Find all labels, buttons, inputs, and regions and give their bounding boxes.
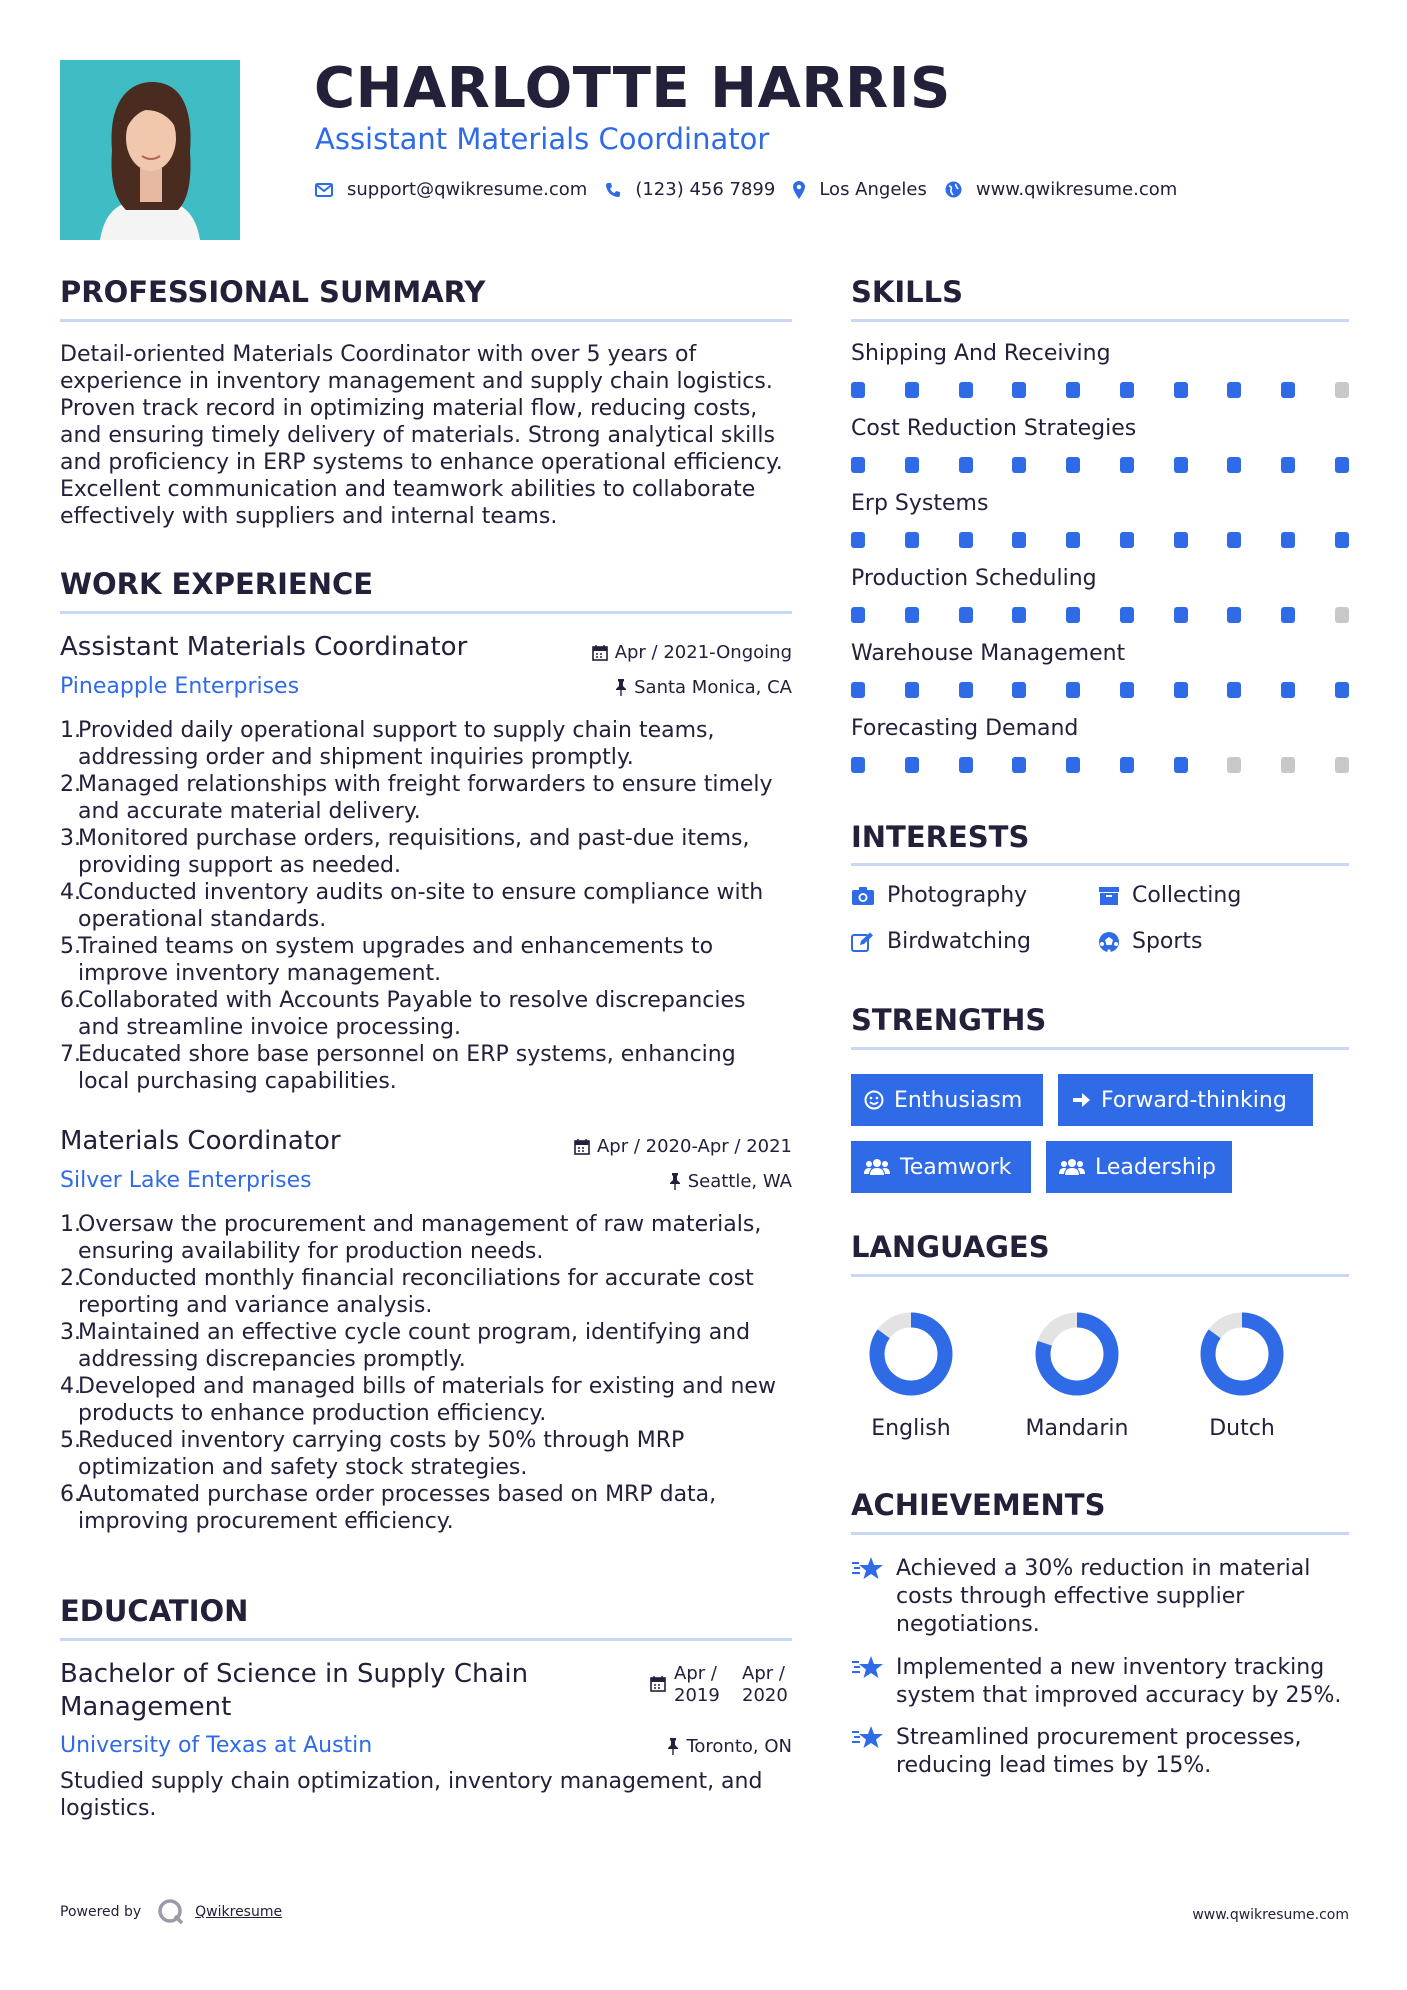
strengths-divider [851,1047,1349,1050]
skill-name: Shipping And Receiving [851,341,1111,366]
education-description: Studied supply chain optimization, inventory management, and logistics. [60,1769,763,1821]
map-pin-icon [793,181,805,199]
strength-tag: Enthusiasm [851,1074,1043,1126]
skill-name: Production Scheduling [851,566,1097,591]
education-location-text: Toronto, ON [686,1736,792,1757]
skill-dot [905,382,919,398]
job-location [669,1171,792,1192]
candidate-name: CHARLOTTE HARRIS [314,56,951,121]
skill-dot [1227,757,1241,773]
skill-rating [851,607,1349,623]
education-entry [60,1658,792,1838]
language-item [1182,1310,1302,1441]
experience-heading: WORK EXPERIENCE [60,567,374,601]
interests-heading: INTERESTS [851,820,1030,854]
skill-dot [1174,532,1188,548]
education-start: Apr / 2019 [674,1663,720,1706]
soccer-ball-icon [1098,931,1120,953]
skill-dot [959,607,973,623]
contact-website[interactable] [945,179,1177,200]
skill-rating [851,682,1349,698]
job-dates-text: Apr / 2021-Ongoing [614,642,792,663]
list-item: 4. Conducted inventory audits on-site to ensure compliance with operational standards. [60,880,764,932]
users-icon [1059,1157,1085,1177]
education-heading: EDUCATION [60,1594,249,1628]
footer-powered [60,1898,282,1926]
skill-dot [1227,607,1241,623]
job-location-text: Seattle, WA [687,1171,792,1192]
language-item [1017,1310,1137,1441]
list-item: 4. Developed and managed bills of materials for existing and new products to enhance production efficiency. [60,1374,776,1426]
job-title: Materials Coordinator [60,1126,341,1156]
skill-dot [905,607,919,623]
phone-icon [605,182,621,198]
achievement-item: Streamlined procurement processes, reducing lead times by 15%. [851,1724,1349,1784]
skill-dot [1335,682,1349,698]
skill-dot [1174,682,1188,698]
interest-item: Sports [1098,929,1203,954]
powered-by-label: Powered by [60,1904,142,1920]
contact-row [315,179,1195,200]
job-title: Assistant Materials Coordinator [60,632,468,662]
users-icon [864,1157,890,1177]
qwikresume-logo-icon [157,1898,185,1926]
languages-heading: LANGUAGES [851,1230,1050,1264]
skill-dot [905,682,919,698]
interest-item: Collecting [1098,883,1241,908]
skill-rating [851,532,1349,548]
skill-dot [959,457,973,473]
skill-dot [1335,382,1349,398]
list-item: 3. Maintained an effective cycle count program, identifying and addressing discrepancies promptly. [60,1320,751,1372]
strength-tag: Forward-thinking [1058,1074,1313,1126]
skill-rating [851,382,1349,398]
education-dates [650,1663,792,1707]
skill-dot [1174,757,1188,773]
skills-list [851,341,1349,781]
contact-email-text: support@qwikresume.com [347,179,588,200]
summary-text: Detail-oriented Materials Coordinator with over 5 years of experience in inventory management and supply chain logistics. Proven track record in optimizing material flow, reducing costs, and ensuring timely delivery of materials. Strong analytical skills and proficiency in ERP systems to enhance operational efficiency. Excellent communication and teamwork abilities to collaborate effectively with suppliers and internal teams. [60,342,783,529]
job-bullets [60,1211,792,1535]
pushpin-icon [669,1173,681,1190]
contact-phone[interactable] [605,179,775,200]
skill-dot [1012,757,1026,773]
pushpin-icon [667,1738,679,1755]
skills-divider [851,319,1349,322]
experience-divider [60,611,792,614]
list-item: 7. Educated shore base personnel on ERP systems, enhancing local purchasing capabilities. [60,1042,736,1094]
skill-dot [1120,457,1134,473]
skill-rating [851,457,1349,473]
interests-divider [851,863,1349,866]
skill-dot [1281,532,1295,548]
job-location-text: Santa Monica, CA [634,677,792,698]
strength-tag: Teamwork [851,1141,1031,1193]
skill-dot [1174,382,1188,398]
summary-heading: PROFESSIONAL SUMMARY [60,275,486,309]
skill-rating [851,757,1349,773]
job-bullets [60,717,792,1095]
language-ring [1033,1310,1121,1398]
skill-dot [1066,757,1080,773]
skill-name: Warehouse Management [851,641,1126,666]
skill-dot [1281,682,1295,698]
edit-icon [851,932,875,952]
skill-dot [1281,457,1295,473]
envelope-icon [315,183,333,197]
list-item: 6. Collaborated with Accounts Payable to resolve discrepancies and streamline invoice processing. [60,988,746,1040]
job-dates-text: Apr / 2020-Apr / 2021 [596,1136,792,1157]
profile-photo [60,60,240,240]
education-location [667,1736,792,1757]
language-name: English [871,1416,951,1441]
skill-dot [1174,457,1188,473]
calendar-icon [650,1675,666,1692]
skill-dot [1066,682,1080,698]
contact-location-text: Los Angeles [819,179,927,200]
skill-dot [1227,532,1241,548]
skill-dot [959,757,973,773]
skill-name: Cost Reduction Strategies [851,416,1137,441]
list-item: 5. Reduced inventory carrying costs by 50% through MRP optimization and safety stock strategies. [60,1428,685,1480]
star-icon [851,1654,885,1682]
list-item: 5. Trained teams on system upgrades and enhancements to improve inventory management. [60,934,714,986]
skill-dot [1227,382,1241,398]
interest-item: Birdwatching [851,929,1031,954]
candidate-title: Assistant Materials Coordinator [315,122,770,156]
skill-dot [1281,607,1295,623]
skill-dot [905,532,919,548]
camera-icon [851,886,875,906]
achievements-divider [851,1532,1349,1535]
skill-dot [959,382,973,398]
calendar-icon [574,1138,590,1155]
summary-divider [60,319,792,322]
language-name: Mandarin [1025,1416,1129,1441]
skill-dot [1281,757,1295,773]
skill-dot [851,682,865,698]
skills-heading: SKILLS [851,275,963,309]
skill-dot [1120,607,1134,623]
arrow-right-icon [1071,1090,1091,1110]
footer-brand-link[interactable]: Qwikresume [195,1904,283,1920]
skill-dot [1335,757,1349,773]
skill-dot [959,682,973,698]
skill-dot [1335,532,1349,548]
strength-tag: Leadership [1046,1141,1232,1193]
skill-dot [1120,382,1134,398]
list-item: 1. Oversaw the procurement and management of raw materials, ensuring availability for production needs. [60,1212,762,1264]
job-company: Pineapple Enterprises [60,674,300,699]
list-item: 1. Provided daily operational support to supply chain teams, addressing order and shipment inquiries promptly. [60,718,715,770]
list-item: 2. Conducted monthly financial reconciliations for accurate cost reporting and variance analysis. [60,1266,754,1318]
skill-dot [1066,607,1080,623]
skill-dot [1120,682,1134,698]
skill-dot [1066,382,1080,398]
skill-dot [1281,382,1295,398]
smile-icon [864,1090,884,1110]
skill-dot [1066,532,1080,548]
contact-phone-text: (123) 456 7899 [635,179,776,200]
language-item [851,1310,971,1441]
achievement-item: Achieved a 30% reduction in material costs through effective supplier negotiations. [851,1555,1349,1645]
skill-dot [1120,532,1134,548]
skill-dot [959,532,973,548]
skill-dot [1120,757,1134,773]
star-icon [851,1555,885,1583]
list-item: 3. Monitored purchase orders, requisitions, and past-due items, providing support as needed. [60,826,750,878]
contact-website-text: www.qwikresume.com [975,179,1178,200]
skill-dot [851,457,865,473]
skill-dot [1012,682,1026,698]
achievements-heading: ACHIEVEMENTS [851,1488,1106,1522]
skill-dot [1227,682,1241,698]
job-entry [60,1126,792,1546]
skill-name: Forecasting Demand [851,716,1079,741]
list-item: 2. Managed relationships with freight forwarders to ensure timely and accurate material delivery. [60,772,773,824]
interest-item: Photography [851,883,1027,908]
skill-dot [1012,382,1026,398]
star-icon [851,1724,885,1752]
achievement-item: Implemented a new inventory tracking system that improved accuracy by 25%. [851,1654,1349,1714]
skill-dot [1012,607,1026,623]
skill-dot [1335,607,1349,623]
calendar-icon [592,644,608,661]
skill-dot [851,382,865,398]
skill-dot [1066,457,1080,473]
strengths-heading: STRENGTHS [851,1003,1047,1037]
skill-dot [851,757,865,773]
languages-divider [851,1274,1349,1277]
job-location [615,677,792,698]
education-divider [60,1638,792,1641]
skill-dot [905,757,919,773]
education-school: University of Texas at Austin [60,1733,373,1758]
job-company: Silver Lake Enterprises [60,1168,312,1193]
contact-email[interactable] [315,179,587,200]
skill-name: Erp Systems [851,491,989,516]
skill-dot [1335,457,1349,473]
skill-dot [905,457,919,473]
language-name: Dutch [1209,1416,1275,1441]
language-ring [867,1310,955,1398]
job-dates [574,1136,792,1157]
skill-dot [1227,457,1241,473]
skill-dot [1012,532,1026,548]
education-degree: Bachelor of Science in Supply Chain Management [60,1659,529,1722]
pushpin-icon [615,679,627,696]
skill-dot [1012,457,1026,473]
skill-dot [851,532,865,548]
job-dates [592,642,792,663]
footer-url[interactable]: www.qwikresume.com [1192,1907,1349,1923]
education-end: Apr / 2020 [742,1663,788,1706]
archive-icon [1098,886,1120,906]
globe-icon [945,181,962,198]
contact-location [793,179,927,200]
language-ring [1198,1310,1286,1398]
skill-dot [1174,607,1188,623]
skill-dot [851,607,865,623]
job-entry [60,632,792,1102]
list-item: 6. Automated purchase order processes based on MRP data, improving procurement efficiency. [60,1482,717,1534]
